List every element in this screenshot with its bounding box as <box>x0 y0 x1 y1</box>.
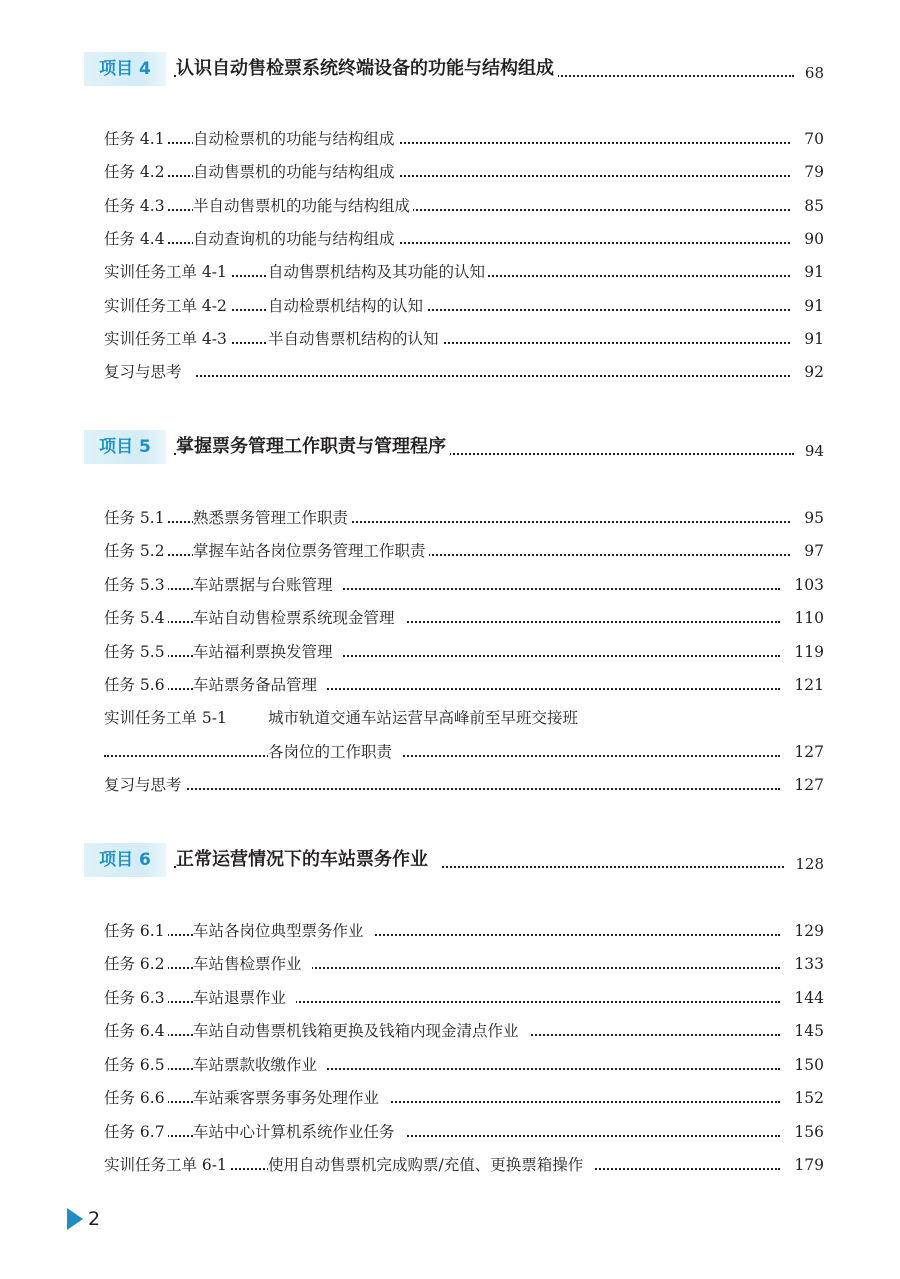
entry-page: 156 <box>794 1119 824 1145</box>
toc-entry[interactable] <box>104 672 824 698</box>
toc-entry[interactable] <box>104 1018 824 1044</box>
toc-entry[interactable] <box>104 538 824 564</box>
entry-title: 半自动售票机的功能与结构组成 <box>193 193 413 219</box>
entry-page: 90 <box>804 226 824 252</box>
entry-label: 复习与思考 <box>104 772 185 798</box>
project-badge: 项目 4 <box>84 52 166 86</box>
entry-page: 145 <box>794 1018 824 1044</box>
section-heading-project-6[interactable] <box>84 843 824 877</box>
entry-page: 127 <box>794 739 824 765</box>
section-title: 正常运营情况下的车站票务作业 <box>176 843 442 877</box>
entry-page: 91 <box>804 259 824 285</box>
entry-page: 70 <box>804 126 824 152</box>
entry-page: 91 <box>804 326 824 352</box>
entry-page: 152 <box>794 1085 824 1111</box>
entry-page: 97 <box>804 538 824 564</box>
entry-label: 任务 6.7 <box>104 1119 168 1145</box>
entry-title: 车站中心计算机系统作业任务 <box>193 1119 405 1145</box>
entry-title: 车站自动售检票系统现金管理 <box>193 605 405 631</box>
toc-entry[interactable] <box>104 605 824 631</box>
entry-page: 129 <box>794 918 824 944</box>
section-title: 认识自动售检票系统终端设备的功能与结构组成 <box>176 52 558 86</box>
entry-label: 任务 6.5 <box>104 1052 168 1078</box>
toc-entry[interactable] <box>104 326 824 352</box>
entry-label: 任务 6.3 <box>104 985 168 1011</box>
toc-entry[interactable] <box>104 505 824 531</box>
entry-label: 实训任务工单 6-1 <box>104 1152 230 1178</box>
entry-label: 实训任务工单 4-3 <box>104 326 230 352</box>
entry-title: 车站售检票作业 <box>193 951 312 977</box>
entry-page: 144 <box>794 985 824 1011</box>
entry-page: 150 <box>794 1052 824 1078</box>
entry-label: 任务 6.4 <box>104 1018 168 1044</box>
toc-entry[interactable] <box>104 951 824 977</box>
entry-page: 95 <box>804 505 824 531</box>
toc-entry[interactable] <box>104 572 824 598</box>
entry-label: 任务 4.1 <box>104 126 168 152</box>
entry-label: 复习与思考 <box>104 359 194 385</box>
entry-title: 车站福利票换发管理 <box>193 639 343 665</box>
toc-entry[interactable] <box>104 772 824 798</box>
entry-label: 任务 4.3 <box>104 193 168 219</box>
entry-label: 任务 5.5 <box>104 639 168 665</box>
section-page-number: 68 <box>804 64 824 82</box>
entry-page: 92 <box>804 359 824 385</box>
page-marker-arrow-icon <box>67 1208 83 1230</box>
entry-title: 车站票款收缴作业 <box>193 1052 327 1078</box>
project-badge: 项目 5 <box>84 430 166 464</box>
toc-entry[interactable] <box>104 293 824 319</box>
section-page-number: 128 <box>795 855 824 873</box>
entry-title: 车站乘客票务事务处理作业 <box>193 1085 389 1111</box>
toc-entry[interactable] <box>104 985 824 1011</box>
section-title: 掌握票务管理工作职责与管理程序 <box>176 430 450 464</box>
entry-title: 车站各岗位典型票务作业 <box>193 918 374 944</box>
leader-dots <box>104 375 790 377</box>
entry-title: 车站退票作业 <box>193 985 296 1011</box>
entry-label: 实训任务工单 5-1 <box>104 705 230 731</box>
entry-label: 任务 5.3 <box>104 572 168 598</box>
entry-title: 自动售票机结构及其功能的认知 <box>268 259 488 285</box>
entry-label: 任务 5.1 <box>104 505 168 531</box>
entry-title: 自动售票机的功能与结构组成 <box>193 159 398 185</box>
project-badge: 项目 6 <box>84 843 166 877</box>
toc-entry[interactable] <box>104 639 824 665</box>
entry-label: 任务 5.4 <box>104 605 168 631</box>
entry-title: 自动查询机的功能与结构组成 <box>193 226 398 252</box>
entry-page: 103 <box>794 572 824 598</box>
entry-label: 任务 5.2 <box>104 538 168 564</box>
entry-label: 任务 6.1 <box>104 918 168 944</box>
toc-entry[interactable] <box>104 226 824 252</box>
entry-title: 车站票务备品管理 <box>193 672 327 698</box>
toc-entry[interactable] <box>104 705 824 731</box>
entry-label: 任务 5.6 <box>104 672 168 698</box>
entry-label: 任务 4.4 <box>104 226 168 252</box>
toc-entry[interactable] <box>104 126 824 152</box>
toc-entry[interactable] <box>104 918 824 944</box>
leader-dots <box>104 755 780 757</box>
toc-entry-continuation[interactable] <box>104 739 824 765</box>
leader-dots <box>104 788 780 790</box>
toc-entry[interactable] <box>104 193 824 219</box>
section-page-number: 94 <box>804 442 824 460</box>
entry-title: 半自动售票机结构的认知 <box>268 326 442 352</box>
toc-entry[interactable] <box>104 359 824 385</box>
entry-title: 掌握车站各岗位票务管理工作职责 <box>193 538 429 564</box>
entry-title-continued: 各岗位的工作职责 <box>268 739 402 765</box>
entry-title: 城市轨道交通车站运营早高峰前至早班交接班 <box>268 705 581 731</box>
entry-title: 自动检票机结构的认知 <box>268 293 426 319</box>
entry-label: 实训任务工单 4-2 <box>104 293 230 319</box>
entry-title: 熟悉票务管理工作职责 <box>193 505 351 531</box>
section-heading-project-5[interactable] <box>84 430 824 464</box>
entry-title: 使用自动售票机完成购票/充值、更换票箱操作 <box>268 1152 593 1178</box>
section-heading-project-4[interactable] <box>84 52 824 86</box>
entry-label: 任务 6.6 <box>104 1085 168 1111</box>
toc-entry[interactable] <box>104 1152 824 1178</box>
toc-entry[interactable] <box>104 259 824 285</box>
entry-label: 任务 6.2 <box>104 951 168 977</box>
entry-title: 自动检票机的功能与结构组成 <box>193 126 398 152</box>
entry-label: 任务 4.2 <box>104 159 168 185</box>
entry-page: 110 <box>794 605 824 631</box>
entry-page: 79 <box>804 159 824 185</box>
footer-page-number: 2 <box>88 1208 101 1230</box>
entry-page: 85 <box>804 193 824 219</box>
entry-title: 车站自动售票机钱箱更换及钱箱内现金清点作业 <box>193 1018 529 1044</box>
entry-page: 133 <box>794 951 824 977</box>
entry-page: 119 <box>794 639 824 665</box>
entry-page: 179 <box>794 1152 824 1178</box>
entry-label: 实训任务工单 4-1 <box>104 259 230 285</box>
entry-title: 车站票据与台账管理 <box>193 572 343 598</box>
entry-page: 127 <box>794 772 824 798</box>
entry-page: 91 <box>804 293 824 319</box>
toc-entry[interactable] <box>104 1052 824 1078</box>
toc-entry[interactable] <box>104 1119 824 1145</box>
toc-entry[interactable] <box>104 1085 824 1111</box>
toc-entry[interactable] <box>104 159 824 185</box>
entry-page: 121 <box>794 672 824 698</box>
